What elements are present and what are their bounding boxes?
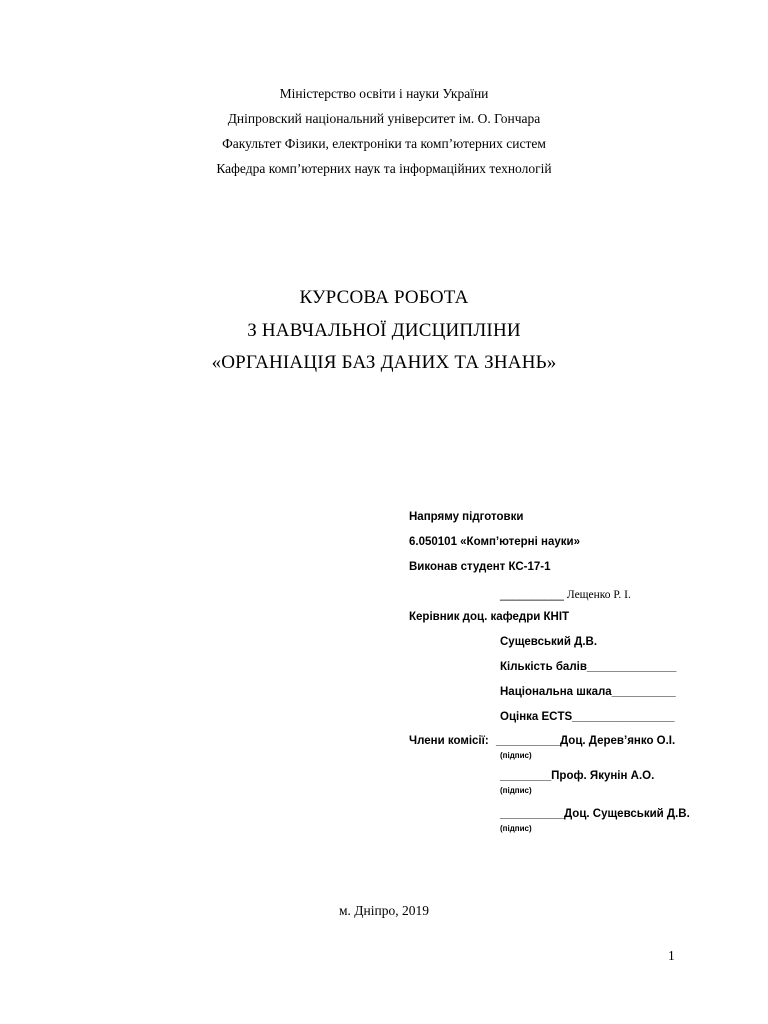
department-line: Кафедра комп’ютерних наук та інформаційних технологій (216, 161, 552, 176)
discipline-line: З НАВЧАЛЬНОЇ ДИСЦИПЛІНИ (247, 320, 521, 341)
commission-member-3: __________Доц. Сущевський Д.В. (500, 808, 690, 820)
direction-value: 6.050101 «Комп’ютерні науки» (409, 536, 580, 548)
faculty-line: Факультет Фізики, електроніки та комп’ютерних систем (222, 136, 546, 151)
national-scale-field: Національна шкала__________ (500, 686, 676, 698)
ects-field: Оцінка ECTS________________ (500, 711, 675, 723)
supervisor-name: Сущевський Д.В. (500, 636, 598, 648)
student-label: Виконав студент КС-17-1 (409, 561, 551, 573)
city-year: м. Дніпро, 2019 (339, 903, 429, 918)
student-signature-blank: __________ (500, 589, 564, 601)
student-name: Лещенко Р. І. (563, 589, 631, 601)
supervisor-label: Керівник доц. кафедри КНІТ (409, 611, 570, 623)
ministry-line: Міністерство освіти і науки України (279, 86, 489, 101)
signature-caption-1: (підпис) (500, 751, 532, 760)
student-signature-row (500, 585, 631, 603)
commission-member-1: __________Доц. Дерев’янко О.І. (496, 735, 676, 747)
document-title: КУРСОВА РОБОТА (299, 287, 469, 308)
direction-label: Напряму підготовки (409, 511, 524, 523)
discipline-name: «ОРГАНІАЦІЯ БАЗ ДАНИХ ТА ЗНАНЬ» (211, 352, 557, 373)
page-number: 1 (668, 948, 675, 963)
signature-caption-3: (підпис) (500, 824, 532, 833)
signature-caption-2: (підпис) (500, 786, 532, 795)
university-line: Дніпровский національний університет ім. О. Гончара (227, 111, 541, 126)
points-field: Кількість балів______________ (500, 661, 677, 673)
commission-member-2: ________Проф. Якунін А.О. (500, 770, 655, 782)
commission-label: Члени комісії: (409, 735, 489, 747)
